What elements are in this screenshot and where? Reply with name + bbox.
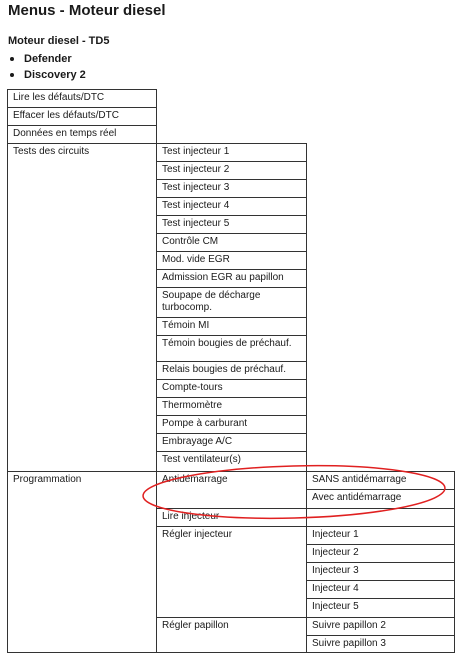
throttle-option: Suivre papillon 3 [306,635,455,653]
program-cell-adjust-throttle: Régler papillon [156,617,307,653]
test-cell: Relais bougies de préchauf. [156,361,307,380]
immobiliser-option: SANS antidémarrage [306,471,455,490]
program-cell-immobiliser: Antidémarrage [156,471,307,509]
engine-subtitle: Moteur diesel - TD5 [8,35,110,47]
page-title: Menus - Moteur diesel [8,2,166,19]
menu-cell-circuit-tests: Tests des circuits [7,143,157,472]
menu-cell-read-faults: Lire les défauts/DTC [7,89,157,108]
test-cell: Test injecteur 4 [156,197,307,216]
test-cell: Soupape de décharge turbocomp. [156,287,307,318]
test-cell: Thermomètre [156,397,307,416]
test-cell: Test injecteur 5 [156,215,307,234]
test-cell: Embrayage A/C [156,433,307,452]
vehicle-item-discovery: Discovery 2 [8,67,86,83]
test-cell: Témoin MI [156,317,307,336]
test-cell: Test injecteur 1 [156,143,307,162]
test-cell: Compte-tours [156,379,307,398]
throttle-option: Suivre papillon 2 [306,617,455,636]
test-cell: Test injecteur 3 [156,179,307,198]
test-cell: Témoin bougies de préchauf. [156,335,307,362]
injector-cell: Injecteur 1 [306,526,455,545]
menu-cell-programming: Programmation [7,471,157,653]
test-cell: Test injecteur 2 [156,161,307,180]
injector-cell: Injecteur 5 [306,598,455,618]
menu-cell-clear-faults: Effacer les défauts/DTC [7,107,157,126]
empty-cell [306,508,455,527]
test-cell: Contrôle CM [156,233,307,252]
vehicle-item-defender: Defender [8,51,86,67]
injector-cell: Injecteur 2 [306,544,455,563]
test-cell: Admission EGR au papillon [156,269,307,288]
vehicle-list [8,51,86,83]
program-cell-read-injector: Lire injecteur [156,508,307,527]
immobiliser-option: Avec antidémarrage [306,489,455,509]
program-cell-adjust-injector: Régler injecteur [156,526,307,618]
test-cell: Mod. vide EGR [156,251,307,270]
injector-cell: Injecteur 3 [306,562,455,581]
test-cell: Test ventilateur(s) [156,451,307,472]
injector-cell: Injecteur 4 [306,580,455,599]
menu-cell-realtime-data: Données en temps réel [7,125,157,144]
test-cell: Pompe à carburant [156,415,307,434]
